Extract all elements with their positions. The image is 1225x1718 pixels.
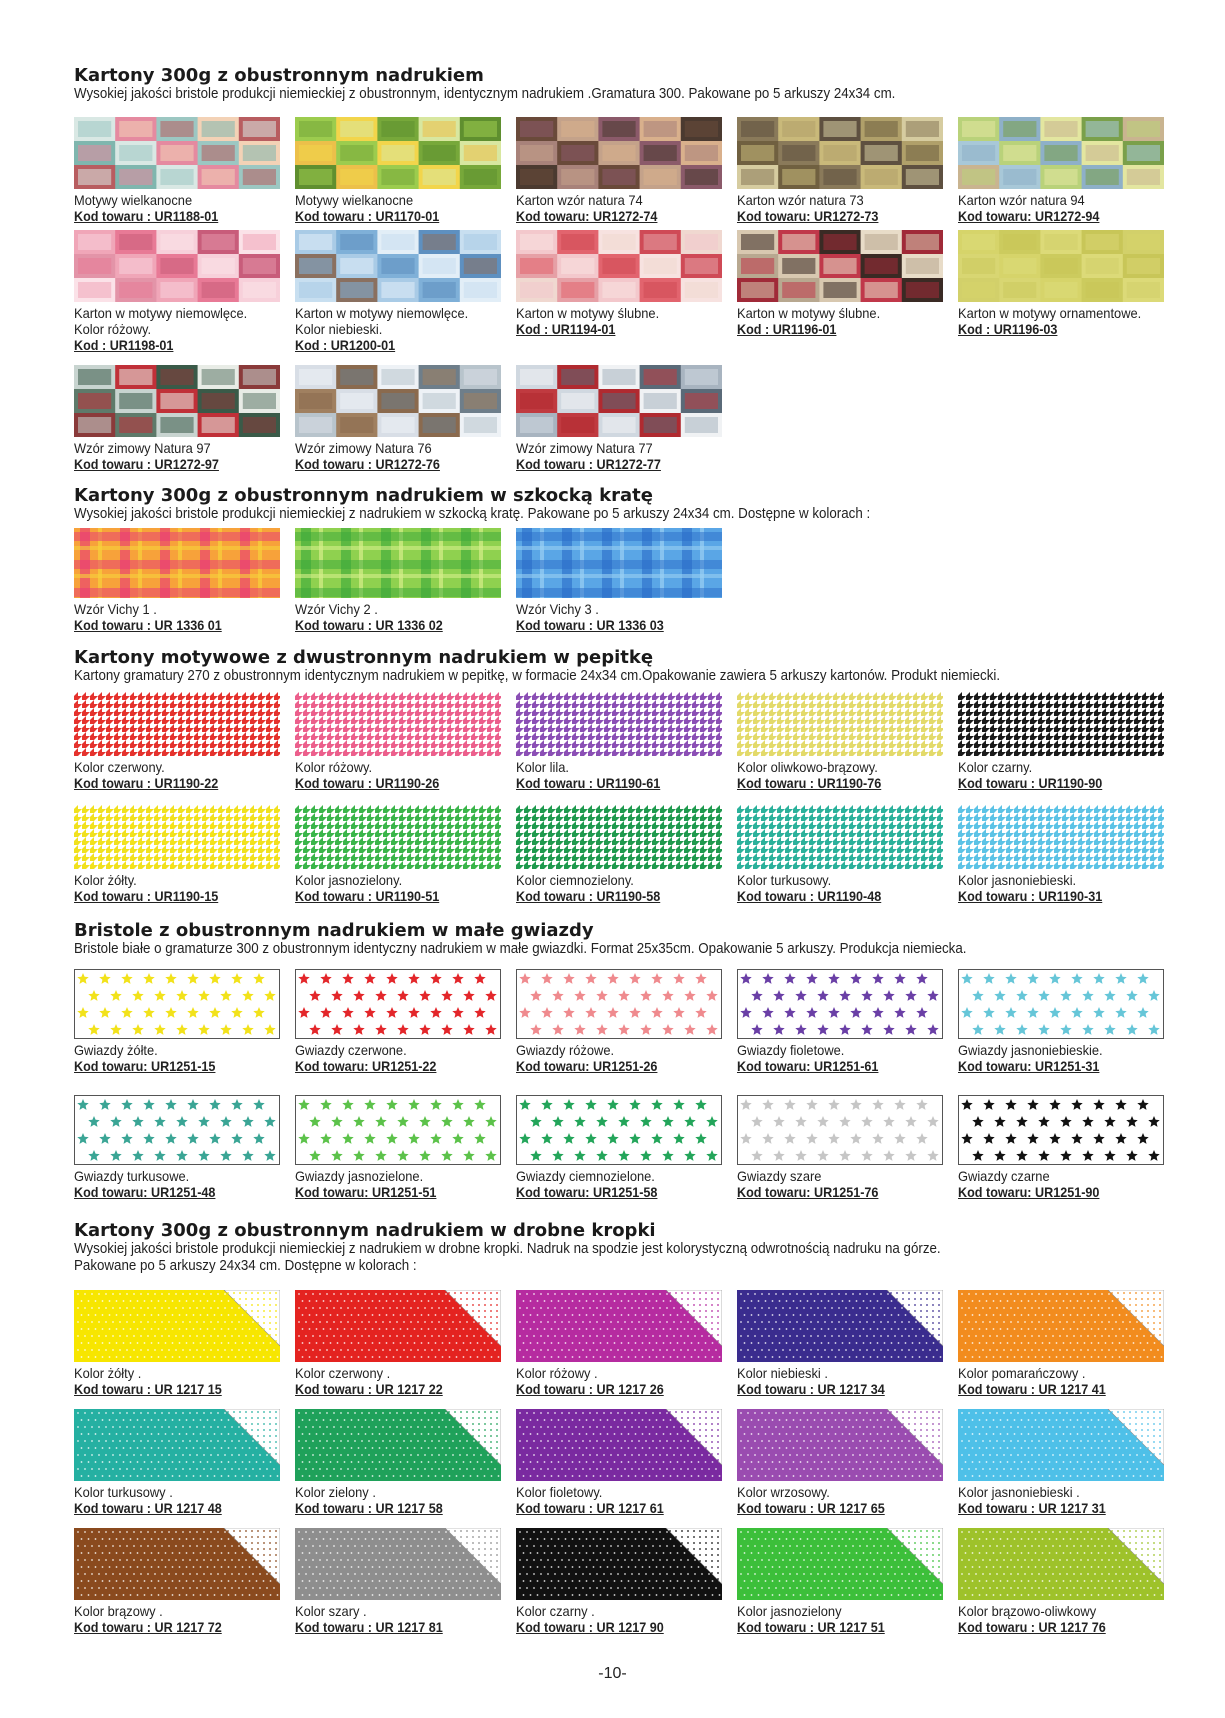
- houndstooth-pattern: [958, 692, 1164, 756]
- product-card: [516, 117, 722, 225]
- product-card: [516, 365, 722, 473]
- photo-collage: [74, 117, 280, 189]
- product-swatch: [295, 528, 501, 598]
- dot-pattern: [295, 1290, 501, 1362]
- section-title: Kartony 300g z obustronnym nadrukiem: [74, 65, 484, 86]
- product-code: Kod towaru : UR1190-76: [737, 775, 882, 791]
- product-grid-dots-row3: [74, 1528, 1164, 1636]
- product-card: [295, 528, 501, 634]
- section-dot-cards: [74, 1221, 1164, 1275]
- product-card: [737, 1290, 943, 1398]
- product-card: [958, 969, 1164, 1075]
- section-description: Wysokiej jakości bristole produkcji niemieckiej z obustronnym, identycznym nadrukiem .Gramatura 300. Pakowane po 5 arkuszy 24x34 cm.: [74, 86, 896, 102]
- product-swatch: [295, 117, 501, 189]
- product-swatch: [737, 969, 943, 1039]
- product-card: [74, 117, 280, 225]
- star-pattern: [75, 970, 279, 1038]
- product-grid-photos-row1: [74, 117, 1164, 225]
- plaid-pattern: [74, 528, 280, 598]
- product-code: Kod towaru: UR1251-76: [737, 1184, 879, 1200]
- product-code: Kod towaru : UR1190-61: [516, 775, 661, 791]
- product-code: Kod : UR1196-03: [958, 321, 1058, 337]
- product-swatch: [516, 1409, 722, 1481]
- dot-pattern: [295, 1409, 501, 1481]
- star-pattern: [517, 1096, 721, 1164]
- product-caption: Kolor fioletowy.: [516, 1484, 603, 1500]
- product-code: Kod towaru: UR1251-15: [74, 1058, 216, 1074]
- product-code: Kod towaru: UR1251-90: [958, 1184, 1100, 1200]
- product-code: Kod towaru : UR 1336 02: [295, 617, 443, 633]
- product-caption: Wzór Vichy 1 .: [74, 601, 157, 617]
- product-card: [737, 1095, 943, 1201]
- product-card: [516, 1095, 722, 1201]
- product-caption: Wzór Vichy 2 .: [295, 601, 378, 617]
- product-code: Kod towaru : UR1272-77: [516, 456, 661, 472]
- product-swatch: [737, 1528, 943, 1600]
- product-swatch: [737, 1290, 943, 1362]
- product-swatch: [74, 528, 280, 598]
- product-caption: Kolor ciemnozielony.: [516, 872, 634, 888]
- product-caption: Kolor pomarańczowy .: [958, 1365, 1086, 1381]
- product-card: [737, 1409, 943, 1517]
- product-caption: Kolor turkusowy.: [737, 872, 832, 888]
- product-code: Kod towaru : UR1190-48: [737, 888, 882, 904]
- product-caption: Gwiazdy jasnoniebieskie.: [958, 1042, 1103, 1058]
- product-code: Kod towaru: UR1251-31: [958, 1058, 1100, 1074]
- product-code: Kod towaru : UR 1217 48: [74, 1500, 222, 1516]
- product-caption: Kolor szary .: [295, 1603, 367, 1619]
- product-card: [958, 117, 1164, 225]
- plaid-pattern: [295, 528, 501, 598]
- dot-pattern: [958, 1528, 1164, 1600]
- product-card: [74, 1409, 280, 1517]
- product-grid-photos-row3: [74, 365, 1164, 473]
- product-caption-color: Kolor niebieski.: [295, 321, 383, 337]
- product-card: [295, 1290, 501, 1398]
- product-caption: Kolor jasnozielony.: [295, 872, 403, 888]
- product-code: Kod towaru : UR 1217 76: [958, 1619, 1106, 1635]
- dot-pattern: [737, 1528, 943, 1600]
- product-caption: Wzór zimowy Natura 97: [74, 440, 211, 456]
- product-code: Kod towaru: UR1251-51: [295, 1184, 437, 1200]
- houndstooth-pattern: [516, 805, 722, 869]
- product-card: [516, 692, 722, 792]
- houndstooth-pattern: [737, 805, 943, 869]
- photo-collage: [295, 117, 501, 189]
- product-grid-houndstooth-row1: [74, 692, 1164, 792]
- product-card: [295, 230, 501, 354]
- product-caption: Kolor czarny.: [958, 759, 1033, 775]
- section-title: Kartony motywowe z dwustronnym nadrukiem w pepitkę: [74, 647, 654, 668]
- section-description-line2: Pakowane po 5 arkuszy 24x34 cm. Dostępne w kolorach :: [74, 1258, 417, 1274]
- product-card: [958, 1095, 1164, 1201]
- product-code: Kod towaru : UR 1217 81: [295, 1619, 443, 1635]
- product-code: Kod towaru : UR 1217 15: [74, 1381, 222, 1397]
- section-houndstooth-cards: [74, 648, 1164, 685]
- product-swatch: [958, 1095, 1164, 1165]
- product-code: Kod towaru : UR1272-76: [295, 456, 440, 472]
- section-printed-cards: [74, 66, 1164, 103]
- product-caption: Gwiazdy różowe.: [516, 1042, 615, 1058]
- product-caption: Gwiazdy turkusowe.: [74, 1168, 190, 1184]
- photo-collage: [74, 230, 280, 302]
- product-swatch: [958, 1290, 1164, 1362]
- product-caption: Gwiazdy ciemnozielone.: [516, 1168, 655, 1184]
- product-swatch: [958, 1528, 1164, 1600]
- product-swatch: [516, 969, 722, 1039]
- product-code: Kod towaru: UR1272-74: [516, 208, 658, 224]
- dot-pattern: [737, 1290, 943, 1362]
- dot-pattern: [958, 1409, 1164, 1481]
- product-grid-dots-row1: [74, 1290, 1164, 1398]
- product-caption: Kolor brązowy .: [74, 1603, 163, 1619]
- dot-pattern: [516, 1409, 722, 1481]
- houndstooth-pattern: [737, 692, 943, 756]
- product-code: Kod towaru : UR1190-26: [295, 775, 440, 791]
- product-swatch: [958, 969, 1164, 1039]
- product-swatch: [516, 1290, 722, 1362]
- product-code: Kod towaru : UR 1217 34: [737, 1381, 885, 1397]
- product-card: [74, 969, 280, 1075]
- product-caption: Wzór zimowy Natura 76: [295, 440, 432, 456]
- product-caption: Kolor lila.: [516, 759, 569, 775]
- product-code: Kod towaru : UR 1336 01: [74, 617, 222, 633]
- product-code: Kod towaru: UR1251-26: [516, 1058, 658, 1074]
- product-card: [737, 1528, 943, 1636]
- product-card: [295, 969, 501, 1075]
- product-code: Kod : UR1198-01: [74, 337, 174, 353]
- product-card: [295, 117, 501, 225]
- product-swatch: [516, 805, 722, 869]
- photo-collage: [516, 117, 722, 189]
- product-card: [74, 230, 280, 354]
- product-caption: Kolor różowy .: [516, 1365, 598, 1381]
- product-card: [516, 528, 722, 634]
- product-caption-color: Kolor różowy.: [74, 321, 152, 337]
- product-swatch: [74, 1409, 280, 1481]
- product-code: Kod : UR1194-01: [516, 321, 616, 337]
- product-code: Kod : UR1196-01: [737, 321, 837, 337]
- photo-collage: [516, 365, 722, 437]
- product-swatch: [74, 1290, 280, 1362]
- product-swatch: [737, 230, 943, 302]
- product-swatch: [74, 1095, 280, 1165]
- product-caption: Motywy wielkanocne: [74, 192, 193, 208]
- product-card: [295, 1528, 501, 1636]
- star-pattern: [517, 970, 721, 1038]
- product-code: Kod towaru : UR1190-22: [74, 775, 219, 791]
- product-swatch: [295, 805, 501, 869]
- product-grid-stars-row1: [74, 969, 1164, 1075]
- product-code: Kod towaru : UR 1217 26: [516, 1381, 664, 1397]
- product-code: Kod towaru : UR1190-15: [74, 888, 219, 904]
- product-caption: Karton w motywy niemowlęce.: [295, 305, 469, 321]
- product-caption: Kolor zielony .: [295, 1484, 376, 1500]
- product-caption: Kolor czerwony .: [295, 1365, 391, 1381]
- product-swatch: [74, 805, 280, 869]
- product-caption: Kolor żółty .: [74, 1365, 142, 1381]
- product-caption: Gwiazdy żółte.: [74, 1042, 158, 1058]
- product-code: Kod towaru : UR 1217 90: [516, 1619, 664, 1635]
- product-caption: Karton w motywy ślubne.: [516, 305, 660, 321]
- product-code: Kod towaru : UR 1336 03: [516, 617, 664, 633]
- product-code: Kod towaru : UR 1217 61: [516, 1500, 664, 1516]
- photo-collage: [958, 230, 1164, 302]
- photo-collage: [295, 230, 501, 302]
- product-card: [958, 692, 1164, 792]
- product-card: [295, 1095, 501, 1201]
- product-caption: Wzór zimowy Natura 77: [516, 440, 653, 456]
- product-swatch: [295, 692, 501, 756]
- photo-collage: [295, 365, 501, 437]
- star-pattern: [959, 970, 1163, 1038]
- product-card: [737, 692, 943, 792]
- product-code: Kod towaru: UR1251-61: [737, 1058, 879, 1074]
- product-caption: Kolor żółty.: [74, 872, 137, 888]
- product-caption: Kolor jasnoniebieski .: [958, 1484, 1080, 1500]
- product-card: [958, 230, 1164, 354]
- product-caption: Wzór Vichy 3 .: [516, 601, 599, 617]
- product-caption: Gwiazdy fioletowe.: [737, 1042, 845, 1058]
- photo-collage: [737, 117, 943, 189]
- product-swatch: [958, 230, 1164, 302]
- product-swatch: [295, 1095, 501, 1165]
- section-title: Kartony 300g z obustronnym nadrukiem w drobne kropki: [74, 1220, 656, 1241]
- product-swatch: [516, 1528, 722, 1600]
- product-card: [737, 805, 943, 905]
- star-pattern: [75, 1096, 279, 1164]
- page-number: -10-: [598, 1665, 627, 1682]
- product-swatch: [737, 692, 943, 756]
- product-caption: Karton w motywy niemowlęce.: [74, 305, 248, 321]
- product-caption: Kolor brązowo-oliwkowy: [958, 1603, 1097, 1619]
- product-card: [74, 365, 280, 473]
- plaid-pattern: [516, 528, 722, 598]
- product-swatch: [516, 365, 722, 437]
- product-swatch: [74, 1528, 280, 1600]
- section-plaid-cards: [74, 486, 1164, 523]
- houndstooth-pattern: [295, 805, 501, 869]
- product-swatch: [958, 805, 1164, 869]
- houndstooth-pattern: [958, 805, 1164, 869]
- product-code: Kod towaru : UR 1217 65: [737, 1500, 885, 1516]
- product-card: [295, 1409, 501, 1517]
- dot-pattern: [74, 1290, 280, 1362]
- product-swatch: [74, 117, 280, 189]
- product-card: [74, 1528, 280, 1636]
- section-description: Bristole białe o gramaturze 300 z obustronnym identyczny nadrukiem w małe gwiazdki. Format 25x35cm. Opakowanie 5 arkuszy. Produkcja niemiecka.: [74, 941, 967, 957]
- product-swatch: [295, 1409, 501, 1481]
- product-card: [295, 805, 501, 905]
- product-grid-houndstooth-row2: [74, 805, 1164, 905]
- product-code: Kod towaru : UR1190-58: [516, 888, 661, 904]
- product-card: [74, 692, 280, 792]
- section-title: Bristole z obustronnym nadrukiem w małe gwiazdy: [74, 920, 594, 941]
- product-caption: Gwiazdy szare: [737, 1168, 822, 1184]
- product-caption: Gwiazdy jasnozielone.: [295, 1168, 424, 1184]
- product-caption: Kolor niebieski .: [737, 1365, 828, 1381]
- product-card: [516, 1290, 722, 1398]
- product-card: [958, 1290, 1164, 1398]
- star-pattern: [296, 970, 500, 1038]
- product-caption: Kolor wrzosowy.: [737, 1484, 830, 1500]
- star-pattern: [738, 970, 942, 1038]
- product-code: Kod towaru: UR1251-22: [295, 1058, 437, 1074]
- star-pattern: [738, 1096, 942, 1164]
- product-swatch: [295, 1290, 501, 1362]
- dot-pattern: [295, 1528, 501, 1600]
- product-code: Kod : UR1200-01: [295, 337, 396, 353]
- product-code: Kod towaru: UR1272-73: [737, 208, 879, 224]
- product-caption: Karton w motywy ślubne.: [737, 305, 881, 321]
- dot-pattern: [516, 1528, 722, 1600]
- product-swatch: [737, 1409, 943, 1481]
- product-card: [958, 1528, 1164, 1636]
- product-swatch: [516, 1095, 722, 1165]
- product-card: [958, 805, 1164, 905]
- houndstooth-pattern: [74, 692, 280, 756]
- product-card: [74, 805, 280, 905]
- product-caption: Karton wzór natura 73: [737, 192, 864, 208]
- product-card: [74, 1290, 280, 1398]
- photo-collage: [516, 230, 722, 302]
- product-swatch: [516, 692, 722, 756]
- photo-collage: [74, 365, 280, 437]
- product-swatch: [74, 230, 280, 302]
- product-code: Kod towaru : UR 1217 22: [295, 1381, 443, 1397]
- product-card: [516, 1528, 722, 1636]
- product-code: Kod towaru : UR1190-90: [958, 775, 1103, 791]
- product-swatch: [737, 1095, 943, 1165]
- product-code: Kod towaru : UR 1217 51: [737, 1619, 885, 1635]
- product-card: [74, 1095, 280, 1201]
- product-card: [737, 230, 943, 354]
- section-description-line1: Wysokiej jakości bristole produkcji niemieckiej z nadrukiem w drobne kropki. Nadruk na spodzie jest kolorystyczną odwrotnością nadruku na górze.: [74, 1241, 941, 1257]
- product-code: Kod towaru : UR 1217 58: [295, 1500, 443, 1516]
- product-code: Kod towaru : UR 1217 31: [958, 1500, 1106, 1516]
- product-code: Kod towaru : UR 1217 72: [74, 1619, 222, 1635]
- dot-pattern: [958, 1290, 1164, 1362]
- product-code: Kod towaru : UR1272-97: [74, 456, 219, 472]
- product-swatch: [516, 230, 722, 302]
- dot-pattern: [74, 1409, 280, 1481]
- product-caption: Gwiazdy czarne: [958, 1168, 1050, 1184]
- star-pattern: [296, 1096, 500, 1164]
- product-card: [516, 1409, 722, 1517]
- dot-pattern: [74, 1528, 280, 1600]
- product-caption: Kolor różowy.: [295, 759, 373, 775]
- product-code: Kod towaru: UR1251-48: [74, 1184, 216, 1200]
- product-caption: Kolor czerwony.: [74, 759, 165, 775]
- dot-pattern: [737, 1409, 943, 1481]
- product-swatch: [74, 692, 280, 756]
- product-card: [737, 969, 943, 1075]
- product-card: [295, 692, 501, 792]
- product-caption: Motywy wielkanocne: [295, 192, 414, 208]
- product-grid-photos-row2: [74, 230, 1164, 354]
- product-swatch: [295, 230, 501, 302]
- product-caption: Karton w motywy ornamentowe.: [958, 305, 1142, 321]
- product-swatch: [295, 969, 501, 1039]
- product-swatch: [74, 969, 280, 1039]
- product-swatch: [74, 365, 280, 437]
- photo-collage: [958, 117, 1164, 189]
- product-swatch: [295, 1528, 501, 1600]
- product-grid-dots-row2: [74, 1409, 1164, 1517]
- product-caption: Gwiazdy czerwone.: [295, 1042, 407, 1058]
- product-card: [74, 528, 280, 634]
- product-code: Kod towaru: UR1272-94: [958, 208, 1100, 224]
- section-title: Kartony 300g z obustronnym nadrukiem w szkocką kratę: [74, 485, 653, 506]
- photo-collage: [737, 230, 943, 302]
- product-grid-stars-row2: [74, 1095, 1164, 1201]
- section-star-cards: [74, 921, 1164, 958]
- product-caption: Karton wzór natura 94: [958, 192, 1085, 208]
- product-card: [737, 117, 943, 225]
- product-caption: Kolor turkusowy .: [74, 1484, 173, 1500]
- product-caption: Kolor czarny .: [516, 1603, 595, 1619]
- product-swatch: [295, 365, 501, 437]
- product-swatch: [516, 528, 722, 598]
- product-card: [516, 969, 722, 1075]
- product-swatch: [958, 692, 1164, 756]
- product-card: [516, 805, 722, 905]
- product-caption: Kolor jasnozielony: [737, 1603, 842, 1619]
- section-description: Kartony gramatury 270 z obustronnym identycznym nadrukiem w pepitkę, w formacie 24x34 cm.Opakowanie zawiera 5 arkuszy kartonów. Produkt niemiecki.: [74, 668, 1001, 684]
- houndstooth-pattern: [295, 692, 501, 756]
- product-grid-plaid: [74, 528, 1164, 634]
- product-code: Kod towaru : UR1170-01: [295, 208, 440, 224]
- product-swatch: [737, 117, 943, 189]
- dot-pattern: [516, 1290, 722, 1362]
- product-swatch: [958, 1409, 1164, 1481]
- product-code: Kod towaru : UR1188-01: [74, 208, 219, 224]
- product-code: Kod towaru : UR 1217 41: [958, 1381, 1106, 1397]
- product-swatch: [737, 805, 943, 869]
- houndstooth-pattern: [74, 805, 280, 869]
- product-card: [958, 1409, 1164, 1517]
- houndstooth-pattern: [516, 692, 722, 756]
- product-card: [516, 230, 722, 354]
- product-card: [295, 365, 501, 473]
- product-swatch: [516, 117, 722, 189]
- product-swatch: [958, 117, 1164, 189]
- product-code: Kod towaru : UR1190-51: [295, 888, 440, 904]
- product-code: Kod towaru : UR1190-31: [958, 888, 1103, 904]
- section-description: Wysokiej jakości bristole produkcji niemieckiej z nadrukiem w szkocką kratę. Pakowane po 5 arkuszy 24x34 cm. Dostępne w kolorach :: [74, 506, 871, 522]
- product-caption: Kolor oliwkowo-brązowy.: [737, 759, 878, 775]
- product-code: Kod towaru: UR1251-58: [516, 1184, 658, 1200]
- product-caption: Kolor jasnoniebieski.: [958, 872, 1077, 888]
- star-pattern: [959, 1096, 1163, 1164]
- product-caption: Karton wzór natura 74: [516, 192, 643, 208]
